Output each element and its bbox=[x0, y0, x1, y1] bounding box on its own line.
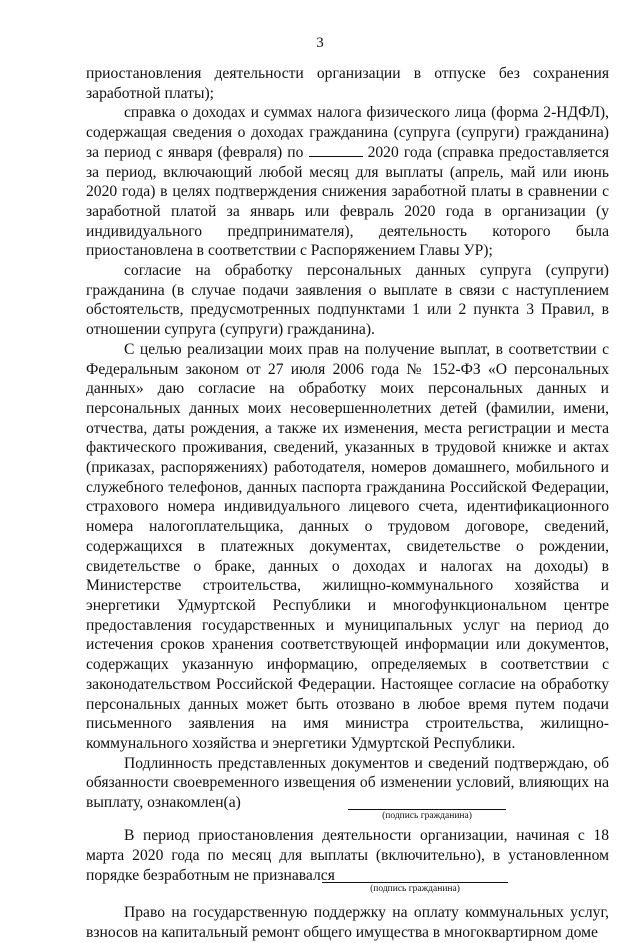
paragraph-authenticity: Подлинность представленных документов и сведений подтверждаю, об обязанности своевременного извещения об изменении условий, влияющих на выплату, ознакомлен(а) bbox=[86, 754, 609, 812]
month-blank-field[interactable] bbox=[309, 144, 363, 157]
income-certificate-text-start: справка о доходах и суммах налога физического лица (форма 2-НДФЛ), содержащая сведения о доходах гражданина (супруга (супруги) гражданина) за период с января (февраля) по bbox=[86, 104, 609, 161]
paragraph-state-support: Право на государственную поддержку на оплату коммунальных услуг, взносов на капитальный ремонт общего имущества в многоквартирном доме bbox=[86, 904, 609, 941]
signature-caption-2: (подпись гражданина) bbox=[370, 883, 460, 894]
paragraph-income-certificate bbox=[86, 103, 609, 261]
signature-row-1 bbox=[86, 810, 609, 833]
signature-caption-1: (подпись гражданина) bbox=[382, 810, 472, 821]
signature-line-2[interactable] bbox=[322, 882, 508, 883]
paragraph-spouse-consent: согласие на обработку персональных данных супруга (супруги) гражданина (в случае подачи заявления о выплате в связи с наступлением обстоятельств, предусмотренных подпунктами 1 или 2 пункта 3 Правил, в отношении супруга (супруги) гражданина). bbox=[86, 262, 609, 339]
page-number: 3 bbox=[316, 35, 324, 51]
paragraph-unemployment: В период приостановления деятельности организации, начиная с 18 марта 2020 года по месяц для выплаты (включительно), в установленном порядке безработным не признавался bbox=[86, 827, 609, 884]
document-body bbox=[86, 64, 609, 943]
paragraph-unpaid-leave: приостановления деятельности организации в отпуске без сохранения заработной платы); bbox=[86, 65, 609, 102]
signature-row-2 bbox=[86, 883, 609, 906]
paragraph-personal-data-consent: С целью реализации моих прав на получение выплат, в соответствии с Федеральным законом от 27 июля 2006 года № 152-ФЗ «О персональных данных» даю согласие на обработку моих персональных данных и персональных данных моих несовершеннолетних детей (фамилии, имени, отчества, даты рождения, а также их изменения, места регистрации и места фактического проживания, сведений, указанных в трудовой книжке и актах (приказах, распоряжениях) работодателя, номеров домашнего, мобильного и служебного телефонов, данных паспорта гражданина Российской Федерации, страхового номера индивидуального лицевого счета, идентификационного номера налогоплательщика, данных о трудовом договоре, сведений, содержащихся в платежных документах, свидетельстве о рождении, свидетельстве о браке, данных о доходах и налогах на доходы) в Министерстве строительства, жилищно-коммунального хозяйства и энергетики Удмуртской Республики и многофункциональном центре предоставления государственных и муниципальных услуг на период до истечения сроков хранения соответствующей информации или документов, содержащих указанную информацию, определяемых в соответствии с законодательством Российской Федерации. Настоящее согласие на обработку персональных данных может быть отозвано в любое время путем подачи письменного заявления на имя министра строительства, жилищно-коммунального хозяйства и энергетики Удмуртской Республики. bbox=[86, 340, 609, 752]
signature-line-1[interactable] bbox=[348, 809, 506, 810]
income-certificate-text-end: 2020 года (справка предоставляется за период, включающий любой месяц для выплаты (апрель, май или июнь 2020 года) в целях подтверждения снижения заработной платы в сравнении с заработной платой за январь или февраль 2020 года в организации (у индивидуального предпринимателя), деятельность которого была приостановлена в соответствии с Распоряжением Главы УР); bbox=[86, 143, 609, 260]
